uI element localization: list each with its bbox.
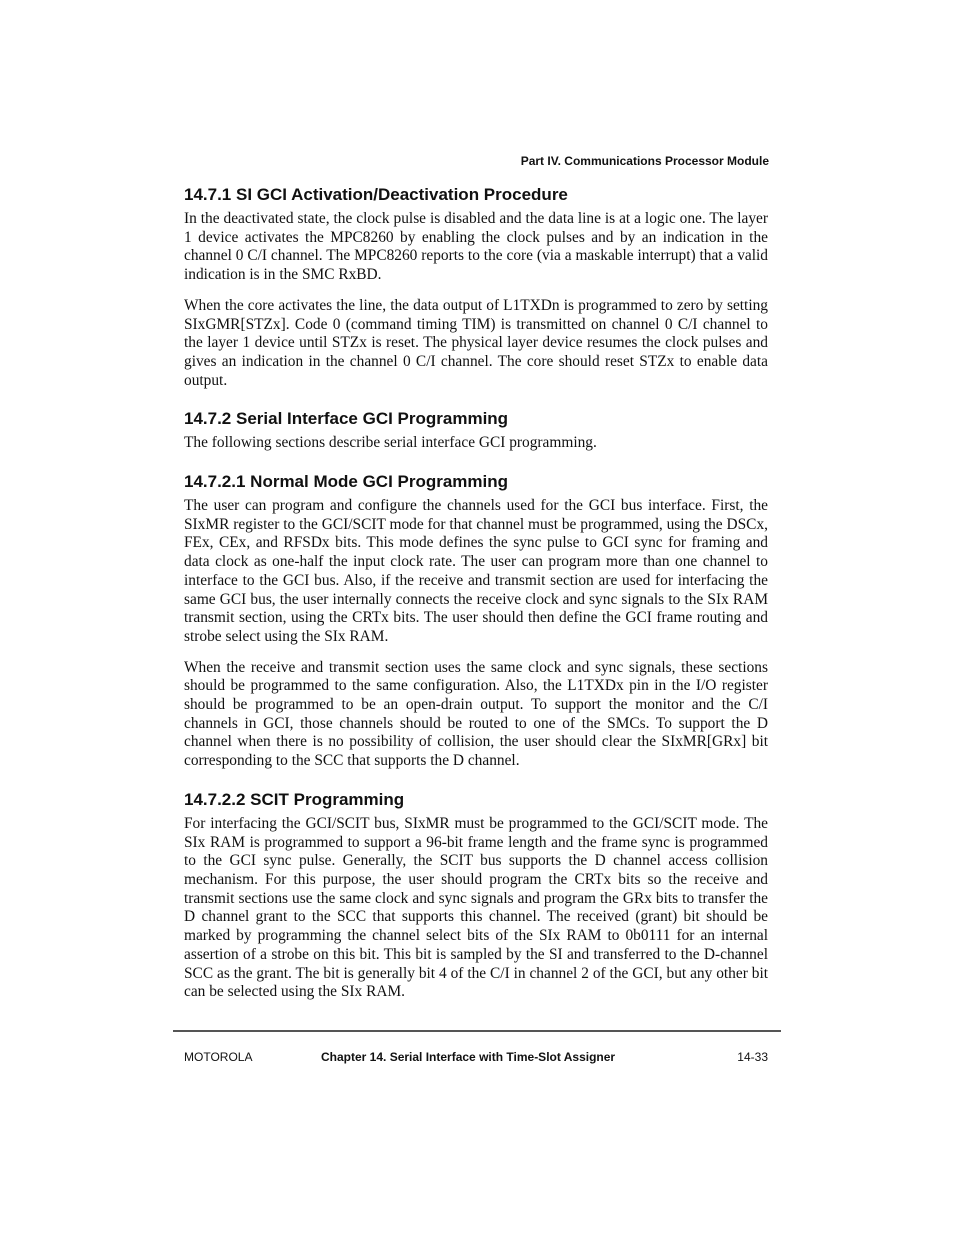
paragraph: The following sections describe serial interface GCI programming.	[184, 434, 597, 452]
paragraph: The user can program and configure the channels used for the GCI bus interface. First, the SIxMR register to the GCI/SCIT mode for that channel must be programmed, using the DSCx, FEx, CEx, and RFSDx bits. This mode defines the sync pulse to GCI sync for framing and data clock as one-half the input clock rate. The user can program more than one channel to interface to the GCI bus. Also, if the receive and transmit section are used for interfacing the same GCI bus, the user internally connects the receive clock and sync signals to the SIx RAM transmit section, using the CRTx bits. The user should then define the GCI frame routing and strobe select using the SIx RAM.	[184, 497, 768, 645]
section-14-7-2	[184, 408, 768, 453]
section-heading: 14.7.2.2 SCIT Programming	[184, 789, 405, 809]
section-14-7-2-1	[184, 471, 768, 771]
paragraph: When the core activates the line, the data output of L1TXDn is programmed to zero by setting SIxGMR[STZx]. Code 0 (command timing TIM) is transmitted on channel 0 C/I channel to the layer 1 device until STZx is reset. The physical layer device resumes the clock pulses and gives an indication in the channel 0 C/I channel. The core should reset STZx to enable data output.	[184, 296, 768, 389]
running-header: Part IV. Communications Processor Module	[520, 154, 769, 168]
footer-chapter-title: Chapter 14. Serial Interface with Time-Slot Assigner	[321, 1050, 616, 1064]
footer-page-number: 14-33	[737, 1050, 768, 1064]
paragraph: When the receive and transmit section uses the same clock and sync signals, these sections should be programmed to the same configuration. Also, the L1TXDx pin in the I/O register should be programmed to be an open-drain output. To support the monitor and the C/I channels in GCI, those channels should be routed to one of the SMCs. To support the D channel when there is no possibility of collision, the user should clear the SIxMR[GRx] bit corresponding to the SCC that supports the D channel.	[184, 658, 768, 770]
paragraph: For interfacing the GCI/SCIT bus, SIxMR must be programmed to the GCI/SCIT mode. The SIx RAM is programmed to support a 96-bit frame length and the frame sync is programmed to the GCI sync pulse. Generally, the SCIT bus supports the D channel access collision mechanism. For this purpose, the user should program the CRTx bits so the receive and transmit sections use the same clock and sync signals and program the GRx bits to transfer the D channel grant to the SCC that supports this channel. The received (grant) bit should be marked by programming the channel select bits of the SIx RAM to 0b0111 for an internal assertion of a strobe on this bit. This bit is sampled by the SI and transferred to the D-channel SCC as the grant. The bit is generally bit 4 of the C/I in channel 2 of the GCI, but any other bit can be selected using the SIx RAM.	[184, 814, 768, 1001]
section-heading: 14.7.2.1 Normal Mode GCI Programming	[184, 472, 509, 492]
page-content	[184, 184, 768, 1014]
footer-rule	[173, 1030, 781, 1032]
paragraph: In the deactivated state, the clock pulse is disabled and the data line is at a logic one. The layer 1 device activates the MPC8260 by enabling the clock pulses and by an indication in the channel 0 C/I channel. The MPC8260 reports to the core (via a maskable interrupt) that a valid indication is in the SMC RxBD.	[184, 210, 768, 284]
footer-company: MOTOROLA	[184, 1050, 253, 1064]
section-heading: 14.7.2 Serial Interface GCI Programming	[184, 409, 509, 429]
section-heading: 14.7.1 SI GCI Activation/Deactivation Procedure	[184, 185, 568, 204]
section-14-7-1	[184, 184, 768, 390]
section-14-7-2-2	[184, 789, 768, 1002]
